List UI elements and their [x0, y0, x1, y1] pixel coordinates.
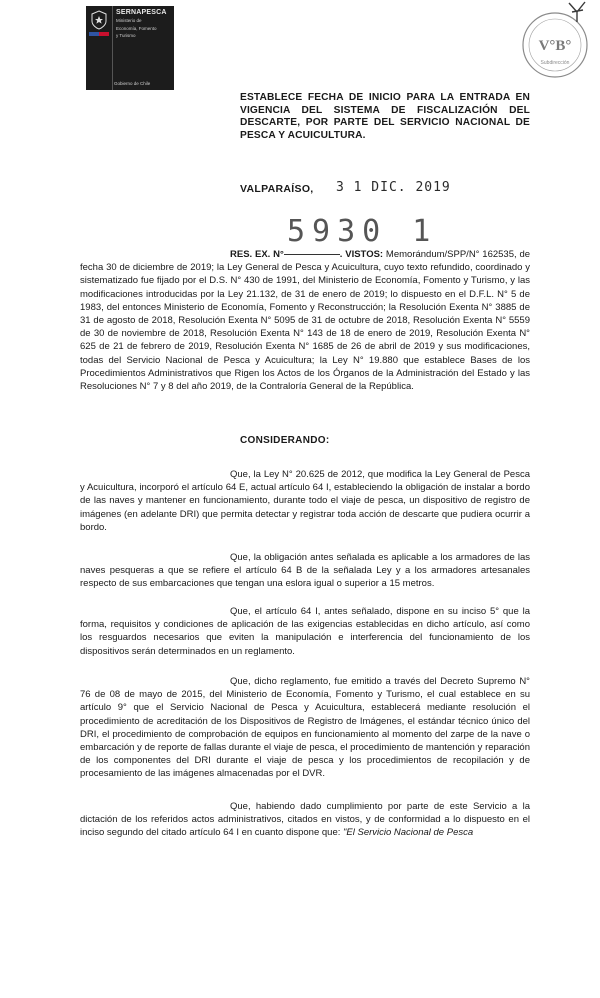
considerando-paragraph: Que, el artículo 64 I, antes señalado, dispone en su inciso 5° que la forma, requisitos y condiciones de aplicación de las exigencias establecidas en dicho artículo, así como los resguardos necesarios que eviten la manipulación e interferencia del funcionamiento de los dispositivos serán determinados en un reglamento. [80, 606, 530, 657]
signature-mark-icon [566, 0, 588, 24]
resolution-title: ESTABLECE FECHA DE INICIO PARA LA ENTRADA EN VIGENCIA DEL SISTEMA DE FISCALIZACIÓN DEL DESCARTE, POR PARTE DEL SERVICIO NACIONAL DE PESCA Y ACUICULTURA. [240, 92, 530, 141]
logo-emblem [86, 6, 112, 90]
city-label: VALPARAÍSO, [240, 183, 314, 195]
resolution-number: 5930 1 [287, 214, 438, 249]
government-label: Gobierno de Chile [114, 81, 151, 86]
quoted-text: "El Servicio Nacional de Pesca [343, 827, 474, 839]
svg-text:Subdirección: Subdirección [540, 60, 570, 66]
considerando-paragraph: Que, la Ley N° 20.625 de 2012, que modifica la Ley General de Pesca y Acuicultura, incorporó el artículo 64 E, actual artículo 64 I, estableciendo la obligación de instalar a bordo de las naves y mantener en funcionamiento, durante todo el viaje de pesca, un dispositivo de registro de imágenes (en adelante DRI) que permita detectar y registrar toda acción de descarte que pudiera ocurrir a bordo. [80, 469, 530, 533]
considerando-paragraph: Que, la obligación antes señalada es aplicable a los armadores de las naves pesqueras a que se refiere el artículo 64 B de la señalada Ley y a los armadores artesanales respecto de sus embarcaciones que tengan una eslora igual o superior a 15 metros. [80, 552, 530, 590]
date-stamp: 3 1 DIC. 2019 [336, 180, 451, 195]
considerando-heading: CONSIDERANDO: [240, 435, 330, 446]
vistos-lead: VISTOS: [345, 249, 384, 260]
flag-stripe [89, 32, 109, 36]
chile-crest-icon [90, 10, 108, 30]
svg-text:V°B°: V°B° [538, 38, 572, 54]
vistos-text: Memorándum/SPP/N° 162535, de fecha 30 de diciembre de 2019; la Ley General de Pesca y Acuicultura, cuyo texto refundido, coordinado y sistematizado fue fijado por el D.S. N° 430 de 1991, del Ministerio de Economía, Fomento y Turismo, y las modificaciones introducidas por la Ley 21.132, de 31 de enero de 2019; lo dispuesto en el D.F.L. N° 5 de 1983, del entonces Ministerio de Economía, Fomento y Reconstrucción; la Resolución Exenta N° 3885 de 31 de agosto de 2018, Resolución Exenta N° 5095 de 31 de octubre de 2018, Resolución Exenta N° 5559 de 30 de noviembre de 2018, Resolución Exenta N° 143 de 18 de enero de 2019, Resolución Exenta N° 625 de 21 de febrero de 2019, Resolución Exenta N° 1685 de 26 de abril de 2019 y sus modificaciones, todas del Servicio Nacional de Pesca y Acuicultura; la Ley N° 19.880 que establece Bases de los Procedimientos Administrativos que Rigen los Actos de los Órganos de la Administración del Estado y las Resoluciones N° 7 y 8 del año 2019, de la Contraloría General de la República. [80, 249, 531, 393]
ministry-line: y Turismo [116, 33, 136, 38]
considerando-paragraph: Que, habiendo dado cumplimiento por parte de este Servicio a la dictación de los referidos actos administrativos, citados en vistos, y de conformidad a lo dispuesto en el inciso segundo del citado artículo 64 I en cuanto dispone que: "El Servicio Nacional de Pesca [80, 801, 530, 839]
considerando-paragraph: Que, dicho reglamento, fue emitido a través del Decreto Supremo N° 76 de 08 de mayo de 2015, del Ministerio de Economía, Fomento y Turismo, el cual establece en su artículo 9° que el Servicio Nacional de Pesca y Acuicultura, establecerá mediante resolución el procedimiento de acreditación de los Dispositivos de Registro de Imágenes, el estándar técnico único del DRI, el procedimiento de comprobación de equipos en funcionamiento al momento del zarpe de la nave o embarcación y de reporte de fallas durante el viaje de pesca, el procedimiento de mantención y reparación de los componentes del DRI durante el viaje de pesca y los procedimientos de recopilación y de procesamiento de las imágenes almacenadas por el DVR. [80, 676, 530, 780]
vistos-paragraph: RES. EX. N° . VISTOS: Memorándum/SPP/N° 162535, de fecha 30 de diciembre de 2019; la Ley General de Pesca y Acuicultura, cuyo texto refundido, coordinado y sistematizado fue fijado por el D.S. N° 430 de 1991, del Ministerio de Economía, Fomento y Turismo, y las modificaciones introducidas por la Ley 21.132, de 31 de enero de 2019; lo dispuesto en el D.F.L. N° 5 de 1983, del entonces Ministerio de Economía, Fomento y Reconstrucción; la Resolución Exenta N° 3885 de 31 de agosto de 2018, Resolución Exenta N° 5095 de 31 de octubre de 2018, Resolución Exenta N° 5559 de 30 de noviembre de 2018, Resolución Exenta N° 143 de 18 de enero de 2019, Resolución Exenta N° 625 de 21 de febrero de 2019, Resolución Exenta N° 1685 de 26 de abril de 2019 y sus modificaciones, todas del Servicio Nacional de Pesca y Acuicultura; la Ley N° 19.880 que establece Bases de los Procedimientos Administrativos que Rigen los Actos de los Órganos de la Administración del Estado y las Resoluciones N° 7 y 8 del año 2019, de la Contraloría General de la República. [80, 249, 531, 393]
org-name: SERNAPESCA [116, 9, 167, 16]
sernapesca-logo [86, 6, 174, 90]
ministry-line: Economía, Fomento [116, 25, 157, 31]
res-ex-label: RES. EX. N° [230, 249, 284, 260]
ministry-line: Ministerio de [116, 18, 142, 23]
logo-text [112, 6, 174, 90]
number-blank-line [284, 253, 340, 255]
